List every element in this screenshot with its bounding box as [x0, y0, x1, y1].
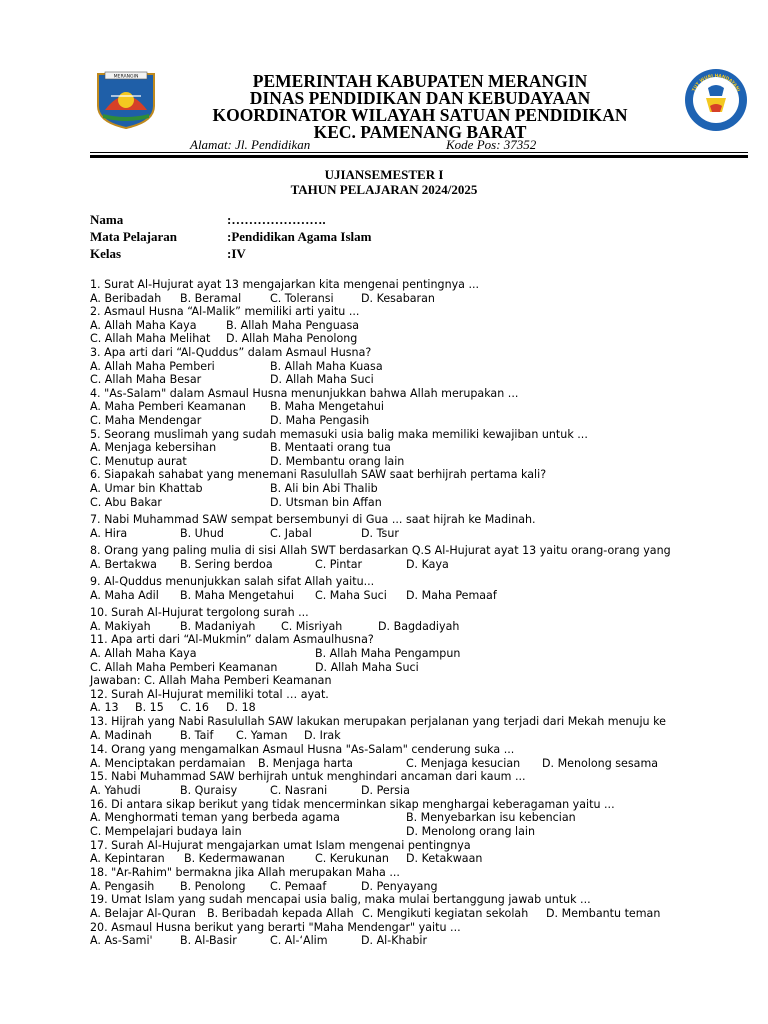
option-15a: A. Yahudi	[90, 784, 141, 797]
header-divider-thin	[90, 152, 748, 153]
option-19a: A. Belajar Al-Quran	[90, 907, 196, 920]
option-17b: B. Kedermawanan	[184, 852, 285, 865]
header-divider-thick	[90, 155, 748, 158]
option-12b: B. 15	[135, 701, 164, 714]
option-9b: B. Maha Mengetahui	[180, 589, 294, 602]
question-11: 11. Apa arti dari “Al-Mukmin” dalam Asmaulhusna?	[90, 633, 374, 646]
option-17a: A. Kepintaran	[90, 852, 165, 865]
option-13a: A. Madinah	[90, 729, 152, 742]
question-18: 18. "Ar-Rahim" bermakna jika Allah merupakan Maha ...	[90, 866, 400, 879]
option-1b: B. Beramal	[180, 292, 242, 305]
question-1: 1. Surat Al-Hujurat ayat 13 mengajarkan kita mengenai pentingnya ...	[90, 278, 480, 291]
option-1c: C. Toleransi	[270, 292, 334, 305]
option-20a: A. As-Sami'	[90, 934, 153, 947]
option-1a: A. Beribadah	[90, 292, 162, 305]
option-13c: C. Yaman	[236, 729, 288, 742]
option-19b: B. Beribadah kepada Allah	[207, 907, 354, 920]
question-6: 6. Siapakah sahabat yang menemani Rasulullah SAW saat berhijrah pertama kali?	[90, 468, 547, 481]
option-12d: D. 18	[226, 701, 256, 714]
option-11d: D. Allah Maha Suci	[315, 661, 419, 674]
option-13d: D. Irak	[304, 729, 341, 742]
option-10c: C. Misriyah	[281, 620, 343, 633]
option-16c: C. Mempelajari budaya lain	[90, 825, 242, 838]
option-7b: B. Uhud	[180, 527, 224, 540]
option-8d: D. Kaya	[406, 558, 449, 571]
option-2a: A. Allah Maha Kaya	[90, 319, 197, 332]
option-3a: A. Allah Maha Pemberi	[90, 360, 215, 373]
option-7a: A. Hira	[90, 527, 128, 540]
option-12a: A. 13	[90, 701, 119, 714]
option-9a: A. Maha Adil	[90, 589, 159, 602]
option-14c: C. Menjaga kesucian	[406, 757, 521, 770]
identity-class-value: :IV	[227, 246, 246, 261]
question-7: 7. Nabi Muhammad SAW sempat bersembunyi di Gua ... saat hijrah ke Madinah.	[90, 513, 536, 526]
option-15c: C. Nasrani	[270, 784, 328, 797]
question-19: 19. Umat Islam yang sudah mencapai usia balig, maka mulai bertanggung jawab untuk ...	[90, 893, 591, 906]
tut-wuri-handayani-logo	[684, 68, 748, 132]
question-2: 2. Asmaul Husna “Al-Malik” memiliki arti yaitu ...	[90, 305, 360, 318]
option-4a: A. Maha Pemberi Keamanan	[90, 400, 246, 413]
option-6b: B. Ali bin Abi Thalib	[270, 482, 378, 495]
option-4c: C. Maha Mendengar	[90, 414, 202, 427]
question-5: 5. Seorang muslimah yang sudah memasuki usia balig maka memiliki kewajiban untuk ...	[90, 428, 588, 441]
option-20c: C. Al-‘Alim	[270, 934, 328, 947]
question-8: 8. Orang yang paling mulia di sisi Allah SWT berdasarkan Q.S Al-Hujurat ayat 13 yaitu orang-orang yang	[90, 544, 671, 557]
option-19d: D. Membantu teman	[546, 907, 661, 920]
option-5c: C. Menutup aurat	[90, 455, 187, 468]
question-20: 20. Asmaul Husna berikut yang berarti "Maha Mendengar" yaitu ...	[90, 921, 461, 934]
option-5b: B. Mentaati orang tua	[270, 441, 391, 454]
option-4d: D. Maha Pengasih	[270, 414, 370, 427]
option-14b: B. Menjaga harta	[258, 757, 353, 770]
option-4b: B. Maha Mengetahui	[270, 400, 384, 413]
identity-class-label: Kelas	[90, 246, 122, 261]
option-17d: D. Ketakwaan	[406, 852, 483, 865]
identity-subject-label: Mata Pelajaran	[90, 229, 178, 244]
option-17c: C. Kerukunan	[315, 852, 389, 865]
question-16: 16. Di antara sikap berikut yang tidak mencerminkan sikap menghargai keberagaman yaitu ...	[90, 798, 615, 811]
question-17: 17. Surah Al-Hujurat mengajarkan umat Islam mengenai pentingnya	[90, 839, 471, 852]
exam-title: UJIANSEMESTER I	[324, 167, 444, 182]
question-9: 9. Al-Quddus menunjukkan salah sifat Allah yaitu...	[90, 575, 375, 588]
option-3d: D. Allah Maha Suci	[270, 373, 374, 386]
option-18b: B. Penolong	[180, 880, 246, 893]
option-9c: C. Maha Suci	[315, 589, 387, 602]
logo-left-text: MERANGIN	[113, 74, 139, 80]
option-3b: B. Allah Maha Kuasa	[270, 360, 383, 373]
option-18a: A. Pengasih	[90, 880, 155, 893]
exam-academic-year: TAHUN PELAJARAN 2024/2025	[290, 182, 478, 197]
option-6c: C. Abu Bakar	[90, 496, 162, 509]
option-18d: D. Penyayang	[361, 880, 438, 893]
option-13b: B. Taif	[180, 729, 214, 742]
option-8a: A. Bertakwa	[90, 558, 157, 571]
option-11b: B. Allah Maha Pengampun	[315, 647, 461, 660]
option-1d: D. Kesabaran	[361, 292, 435, 305]
option-8b: B. Sering berdoa	[180, 558, 273, 571]
question-15: 15. Nabi Muhammad SAW berhijrah untuk menghindari ancaman dari kaum ...	[90, 770, 526, 783]
option-11a: A. Allah Maha Kaya	[90, 647, 197, 660]
option-2d: D. Allah Maha Penolong	[226, 332, 358, 345]
option-9d: D. Maha Pemaaf	[406, 589, 497, 602]
option-11c: C. Allah Maha Pemberi Keamanan	[90, 661, 278, 674]
identity-subject-value: :Pendidikan Agama Islam	[227, 229, 372, 244]
option-7d: D. Tsur	[361, 527, 399, 540]
question-10: 10. Surah Al-Hujurat tergolong surah ...	[90, 606, 309, 619]
logo-right-text: TUT WURI HANDAYANI	[691, 73, 741, 93]
option-5a: A. Menjaga kebersihan	[90, 441, 217, 454]
option-6d: D. Utsman bin Affan	[270, 496, 382, 509]
merangin-regency-logo	[95, 70, 157, 130]
identity-name-label: Nama	[90, 212, 124, 227]
header-line-district: KEC. PAMENANG BARAT	[313, 122, 527, 142]
option-19c: C. Mengikuti kegiatan sekolah	[362, 907, 529, 920]
option-8c: C. Pintar	[315, 558, 363, 571]
header-line-government: PEMERINTAH KABUPATEN MERANGIN	[252, 71, 588, 91]
option-12c: C. 16	[180, 701, 209, 714]
option-14d: D. Menolong sesama	[542, 757, 659, 770]
header-address: Alamat: Jl. Pendidikan	[190, 137, 311, 152]
option-10b: B. Madaniyah	[180, 620, 256, 633]
question-12: 12. Surah Al-Hujurat memiliki total … ayat.	[90, 688, 329, 701]
question-13: 13. Hijrah yang Nabi Rasulullah SAW lakukan merupakan perjalanan yang terjadi dari Mekah menuju ke	[90, 715, 666, 728]
option-10d: D. Bagdadiyah	[378, 620, 460, 633]
option-10a: A. Makiyah	[90, 620, 151, 633]
question-14: 14. Orang yang mengamalkan Asmaul Husna "As-Salam" cenderung suka ...	[90, 743, 515, 756]
option-15d: D. Persia	[361, 784, 410, 797]
option-6a: A. Umar bin Khattab	[90, 482, 203, 495]
question-4: 4. "As-Salam" dalam Asmaul Husna menunjukkan bahwa Allah merupakan ...	[90, 387, 519, 400]
option-16b: B. Menyebarkan isu kebencian	[406, 811, 576, 824]
option-15b: B. Quraisy	[180, 784, 238, 797]
answer-11: Jawaban: C. Allah Maha Pemberi Keamanan	[90, 674, 332, 687]
option-3c: C. Allah Maha Besar	[90, 373, 202, 386]
option-20b: B. Al-Basir	[180, 934, 237, 947]
option-14a: A. Menciptakan perdamaian	[90, 757, 246, 770]
question-3: 3. Apa arti dari “Al-Quddus” dalam Asmaul Husna?	[90, 346, 372, 359]
option-2c: C. Allah Maha Melihat	[90, 332, 211, 345]
option-7c: C. Jabal	[270, 527, 312, 540]
header-line-agency: DINAS PENDIDIKAN DAN KEBUDAYAAN	[249, 88, 591, 108]
option-18c: C. Pemaaf	[270, 880, 327, 893]
option-5d: D. Membantu orang lain	[270, 455, 405, 468]
header-postcode: Kode Pos: 37352	[446, 137, 537, 152]
option-16d: D. Menolong orang lain	[406, 825, 536, 838]
header-line-coordinator: KOORDINATOR WILAYAH SATUAN PENDIDIKAN	[212, 105, 628, 125]
option-16a: A. Menghormati teman yang berbeda agama	[90, 811, 340, 824]
option-20d: D. Al-Khabir	[361, 934, 428, 947]
option-2b: B. Allah Maha Penguasa	[226, 319, 360, 332]
identity-name-value: :………………….	[227, 212, 326, 227]
